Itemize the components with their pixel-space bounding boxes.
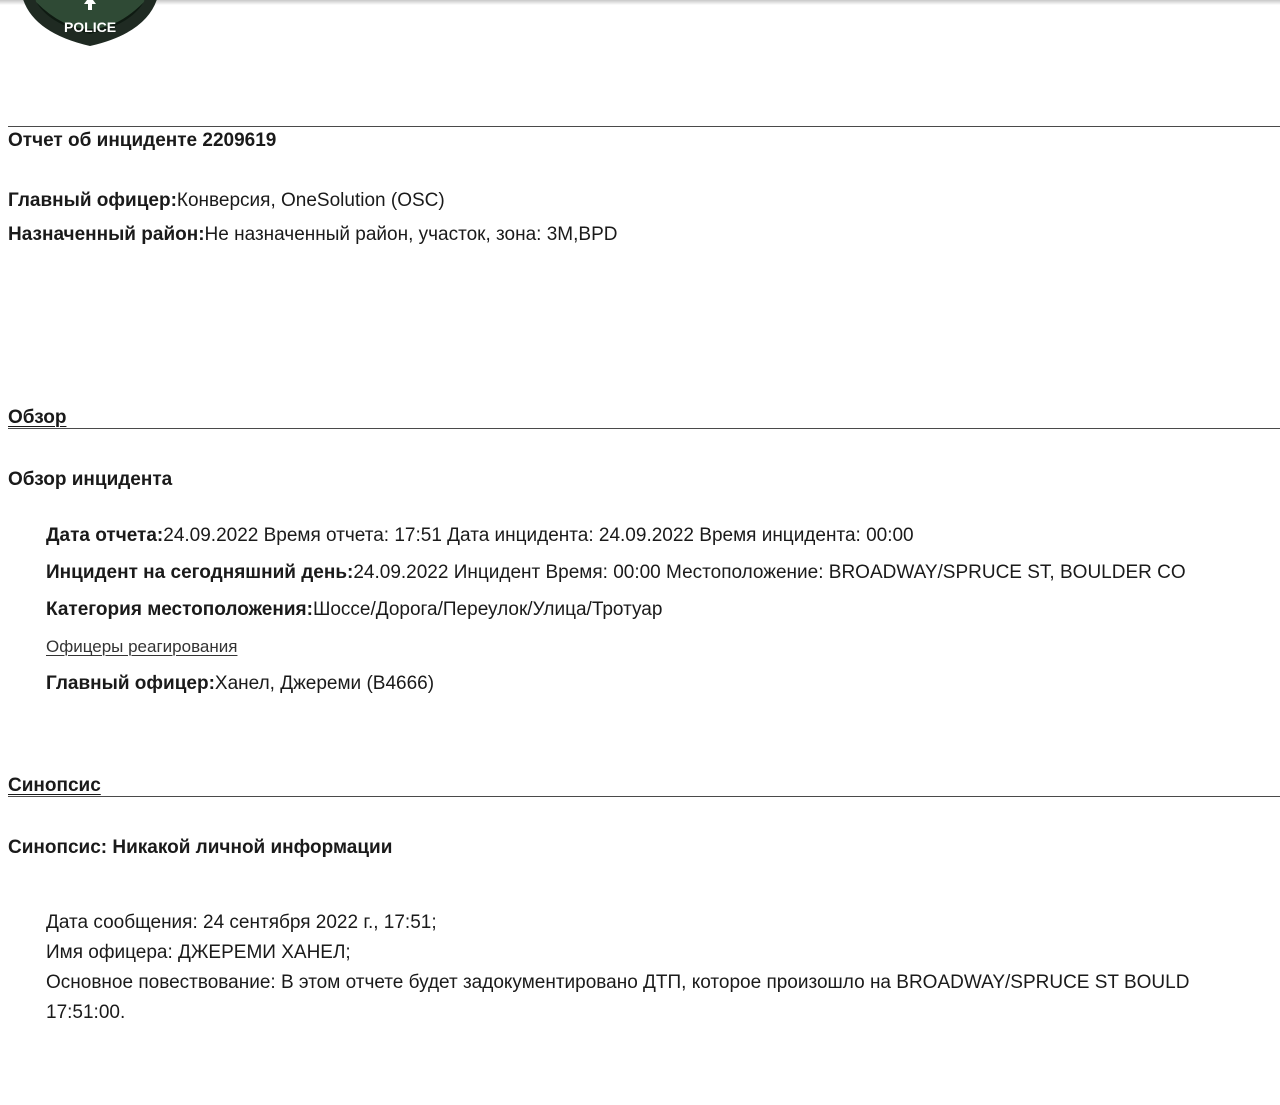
narrative-line: 17:51:00.: [46, 1002, 126, 1023]
overview-subheading: Обзор инцидента: [8, 469, 173, 490]
lead-officer-label: Главный офицер:: [8, 190, 177, 211]
synopsis-heading: Синопсис: [8, 775, 101, 796]
narrative-line: Дата сообщения: 24 сентября 2022 г., 17:51;: [46, 912, 437, 933]
location-category-row: [46, 598, 662, 622]
responding-officers-link[interactable]: Офицеры реагирования: [46, 637, 238, 656]
page-top-edge: [0, 0, 1280, 5]
incident-today-label: Инцидент на сегодняшний день:: [46, 562, 354, 583]
responding-officer-value: Ханел, Джереми (B4666): [214, 673, 435, 694]
report-title: Отчет об инциденте 2209619: [8, 130, 277, 151]
report-date-value: 24.09.2022 Время отчета: 17:51 Дата инцидента: 24.09.2022 Время инцидента: 00:00: [163, 525, 914, 546]
incident-today-value: 24.09.2022 Инцидент Время: 00:00 Местоположение: BROADWAY/SPRUCE ST, BOULDER CO: [353, 562, 1186, 583]
overview-rule: [8, 428, 1280, 429]
overview-heading: Обзор: [8, 407, 67, 428]
synopsis-rule: [8, 796, 1280, 797]
lead-officer-row: [8, 189, 445, 213]
district-value: Не назначенный район, участок, зона: 3M,BPD: [204, 224, 618, 245]
lead-officer-value: Конверсия, OneSolution (OSC): [176, 190, 445, 211]
responding-officer-row: [46, 672, 434, 696]
district-label: Назначенный район:: [8, 224, 205, 245]
synopsis-narrative: [46, 908, 1189, 1028]
location-category-value: Шоссе/Дорога/Переулок/Улица/Тротуар: [312, 599, 663, 620]
narrative-line: Имя офицера: ДЖЕРЕМИ ХАНЕЛ;: [46, 942, 351, 963]
report-date-row: [46, 524, 914, 548]
location-category-label: Категория местоположения:: [46, 599, 313, 620]
police-badge-logo: [14, 0, 166, 48]
narrative-line: Основное повествование: В этом отчете будет задокументировано ДТП, которое произошло на BROADWAY/SPRUCE ST BOULD: [46, 972, 1190, 993]
report-date-label: Дата отчета:: [46, 525, 164, 546]
district-row: [8, 223, 617, 247]
responding-officer-label: Главный офицер:: [46, 673, 215, 694]
incident-today-row: [46, 561, 1186, 585]
synopsis-subheading: Синопсис: Никакой личной информации: [8, 837, 393, 858]
title-rule: [8, 126, 1280, 127]
badge-police-text: POLICE: [63, 19, 117, 35]
